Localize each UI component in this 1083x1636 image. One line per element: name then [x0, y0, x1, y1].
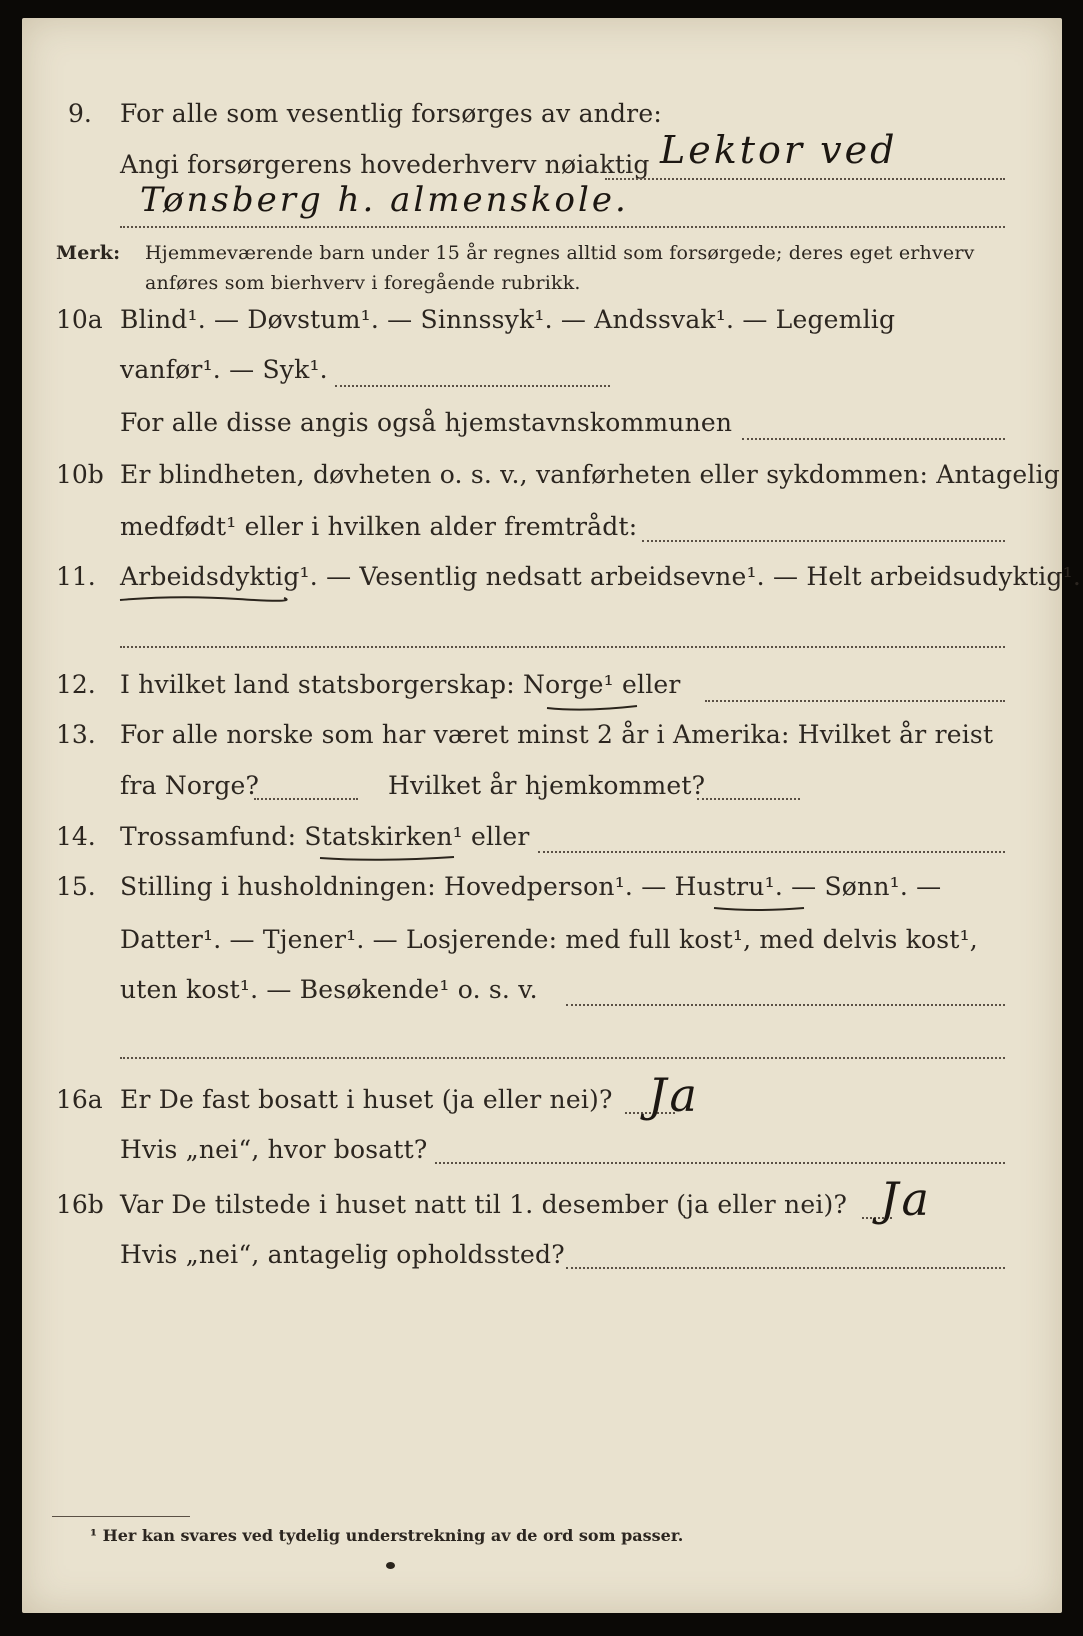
merk-label: Merk:	[56, 242, 121, 264]
q16b-opholdssted-line	[566, 1267, 1005, 1269]
q14-number: 14.	[56, 822, 96, 851]
q12-answer-line	[705, 700, 1005, 702]
q16b-number: 16b	[56, 1190, 104, 1219]
q9-answer-line1	[605, 178, 1005, 180]
q9-number: 9.	[68, 99, 92, 128]
q10a-line2: vanfør¹. — Syk¹.	[120, 355, 328, 384]
q15-handwritten-underline	[712, 902, 807, 916]
q10a-line3: For alle disse angis også hjemstavnskommunen	[120, 408, 733, 437]
q11-number: 11.	[56, 562, 96, 591]
q9-handwritten-answer2: Tønsberg h. almenskole.	[140, 180, 629, 220]
q14-handwritten-underline	[318, 852, 458, 866]
q13-hjemkommet-line	[697, 798, 800, 800]
merk-line2: anføres som bierhverv i foregående rubrikk.	[145, 272, 581, 294]
q16a-line1: Er De fast bosatt i huset (ja eller nei)?	[120, 1085, 613, 1114]
q15-line3: uten kost¹. — Besøkende¹ o. s. v.	[120, 975, 538, 1004]
q11-line1: Arbeidsdyktig¹. — Vesentlig nedsatt arbeidsevne¹. — Helt arbeidsudyktig¹.	[120, 562, 1081, 591]
q14-line1: Trossamfund: Statskirken¹ eller	[120, 822, 530, 851]
q15-answer-line2	[120, 1057, 1005, 1059]
q16b-line2: Hvis „nei“, antagelig opholdssted?	[120, 1240, 565, 1269]
q13-line1: For alle norske som har været minst 2 år i Amerika: Hvilket år reist	[120, 720, 994, 749]
q10a-line1: Blind¹. — Døvstum¹. — Sinnssyk¹. — Andssvak¹. — Legemlig	[120, 305, 896, 334]
q16a-handwritten-answer: Ja	[648, 1068, 700, 1122]
q11-handwritten-underline	[118, 592, 288, 606]
q11-answer-line	[120, 646, 1005, 648]
q10b-number: 10b	[56, 460, 104, 489]
q9-line1: For alle som vesentlig forsørges av andre:	[120, 99, 662, 128]
q12-handwritten-underline	[545, 701, 640, 715]
q16a-bosatt-line	[435, 1162, 1005, 1164]
q9-handwritten-answer1: Lektor ved	[660, 128, 898, 172]
q10b-line2: medfødt¹ eller i hvilken alder fremtrådt:	[120, 512, 638, 541]
q15-number: 15.	[56, 872, 96, 901]
merk-line1: Hjemmeværende barn under 15 år regnes alltid som forsørgede; deres eget erhverv	[145, 242, 975, 264]
q13-line2a: fra Norge?	[120, 771, 260, 800]
q15-answer-line	[566, 1004, 1005, 1006]
footnote-rule	[52, 1516, 190, 1517]
q14-answer-line	[538, 851, 1005, 853]
q10b-line1: Er blindheten, døvheten o. s. v., vanførheten eller sykdommen: Antagelig	[120, 460, 1060, 489]
q10b-answer-line	[642, 540, 1005, 542]
q12-line1: I hvilket land statsborgerskap: Norge¹ eller	[120, 670, 681, 699]
q10a-home-line	[742, 438, 1005, 440]
q16b-handwritten-answer: Ja	[880, 1172, 932, 1226]
q13-line2b: Hvilket år hjemkommet?	[388, 771, 706, 800]
q15-line2: Datter¹. — Tjener¹. — Losjerende: med full kost¹, med delvis kost¹,	[120, 925, 978, 954]
q13-number: 13.	[56, 720, 96, 749]
q10a-syk-line	[335, 385, 610, 387]
q10a-number: 10a	[56, 305, 103, 334]
q16a-line2: Hvis „nei“, hvor bosatt?	[120, 1135, 428, 1164]
q13-reist-line	[254, 798, 358, 800]
q9-answer-line2	[120, 226, 1005, 228]
ink-dot	[386, 1562, 395, 1569]
q12-number: 12.	[56, 670, 96, 699]
q15-line1: Stilling i husholdningen: Hovedperson¹. — Hustru¹. — Sønn¹. —	[120, 872, 942, 901]
footnote-text: ¹ Her kan svares ved tydelig understrekning av de ord som passer.	[90, 1526, 684, 1545]
q16a-number: 16a	[56, 1085, 103, 1114]
q9-line2: Angi forsørgerens hovederhverv nøiaktig	[120, 150, 650, 179]
q16b-line1: Var De tilstede i huset natt til 1. desember (ja eller nei)?	[120, 1190, 848, 1219]
